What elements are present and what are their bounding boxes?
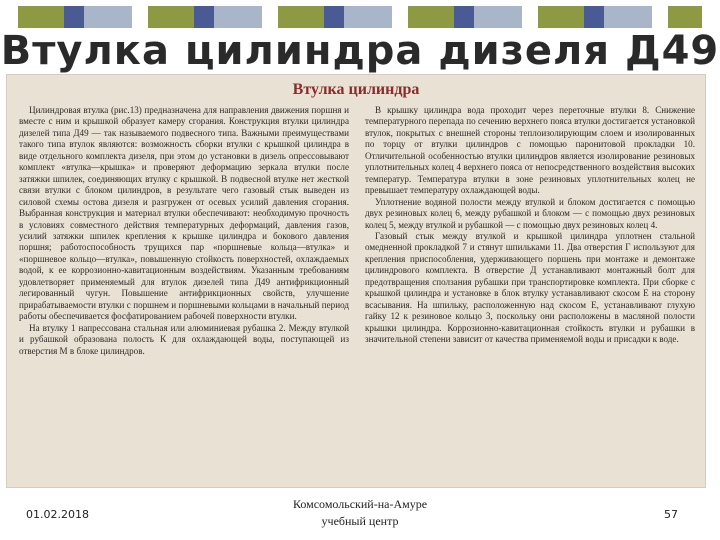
paragraph: Цилиндровая втулка (рис.13) предназначена для направления движения поршня и вместе с ним и крышкой образует камеру сгорания. Конструкция втулки цилиндра дизелей типа Д49 — так называемого подвесного типа. Важными преимуществами такого типа втулок являются: возможность сборки втулки с крышкой цилиндра в виде отдельного комплекта дизеля, при этом до установки в дизель опрессовывают комплект «втулка—крышка» и проверяют деформацию зеркала втулки после затяжки шпилек, соединяющих втулку с крышкой. В подвесной втулке нет жесткой связи втулки с блоком цилиндров, в результате чего газовый стык выведен из силовой схемы остова дизеля и разгружен от осевых усилий давления сгорания. Выбранная конструкция и материал втулки обеспечивают: необходимую прочность в условиях совместного действия температурных деформаций, давления газов, усилий затяжки шпилек крепления к крышке цилиндра и бокового давления поршня; работоспособность трущихся пар «поршневые кольца—втулка» и «поршневое кольцо—втулка», повышенную стойкость поверхностей, охлаждаемых водой, к ее коррозионно-кавитационным воздействиям. Указанным требованиям удовлетворяет применяемый для втулок дизелей типа Д49 антифрикционный легированный чугун. Повышение антифрикционных свойств, улучшение прирабатываемости втулки с поршнем и поршневыми кольцами в начальный период работы обеспечивается фосфатированием рабочей поверхности втулки. <box>19 105 349 322</box>
deco-block-light <box>604 6 652 28</box>
decorative-header-bar <box>0 6 720 28</box>
deco-block-blue <box>454 6 474 28</box>
footer-organization <box>260 496 460 530</box>
footer-org-line: учебный центр <box>321 514 399 528</box>
page-number: 57 <box>664 508 678 521</box>
deco-block-light <box>214 6 262 28</box>
deco-block-green <box>18 6 64 28</box>
deco-block-light <box>474 6 522 28</box>
right-column <box>365 105 695 346</box>
deco-block-blue <box>194 6 214 28</box>
paragraph: В крышку цилиндра вода проходит через переточные втулки 8. Снижение температурного перепада по сечению верхнего пояса втулки достигается установкой втулок, покрытых с внешней стороны теплоизолирующим слоем и изолированных по торцу от втулки цилиндров с помощью паронитовой прокладки 10. Отличительной особенностью втулки цилиндров является изолирование резиновых уплотнительных колец 4 верхнего пояса от непосредственного воздействия высоких температур. Температура втулки в зоне резиновых уплотнительных колец не превышает температуру охлаждающей воды. <box>365 105 695 196</box>
deco-block-light <box>344 6 392 28</box>
deco-block-green <box>278 6 324 28</box>
left-column <box>19 105 349 357</box>
deco-block-blue <box>64 6 84 28</box>
deco-block-green <box>538 6 584 28</box>
page-heading: Втулка цилиндра <box>292 81 420 98</box>
paragraph: Уплотнение водяной полости между втулкой и блоком достигается с помощью двух резиновых колец 6, между рубашкой и блоком — с помощью двух резиновых колец 5, между втулкой и рубашкой — с помощью двух резиновых колец 4. <box>365 196 695 230</box>
footer-org-line: Комсомольский-на-Амуре <box>292 497 428 511</box>
deco-block-green <box>408 6 454 28</box>
deco-block-blue <box>324 6 344 28</box>
footer-date: 01.02.2018 <box>26 508 89 521</box>
paragraph: На втулку 1 напрессована стальная или алюминиевая рубашка 2. Между втулкой и рубашкой образована полость К для охлаждающей воды, поступающей из отверстия М в блоке цилиндров. <box>19 322 349 356</box>
slide-title: Втулка цилиндра дизеля Д49 <box>0 28 720 74</box>
deco-block-green <box>668 6 702 28</box>
deco-block-green <box>148 6 194 28</box>
paragraph: Газовый стык между втулкой и крышкой цилиндра уплотнен стальной омедненной прокладкой 7 и стянут шпильками 11. Два отверстия Г используют для крепления приспособления, удерживающего поршень при монтаже и демонтаже цилиндрового комплекта. В отверстие Д устанавливают монтажный болт для предотвращения сползания рубашки при транспортировке комплекта. При сборке с крышкой цилиндра и установке в блок втулку устанавливают скосом Е на сторону всасывания. На шпильку, расположенную над скосом Е, устанавливают глухую гайку 12 к резиновое кольцо 3, поскольку они расположены в масляной полости крышки цилиндра. Коррозионно-кавитационная стойкость втулки и рубашки в значительной степени зависит от качества применяемой воды и присадки к воде. <box>365 230 695 345</box>
deco-block-light <box>84 6 132 28</box>
deco-block-blue <box>584 6 604 28</box>
scanned-page <box>6 74 706 488</box>
